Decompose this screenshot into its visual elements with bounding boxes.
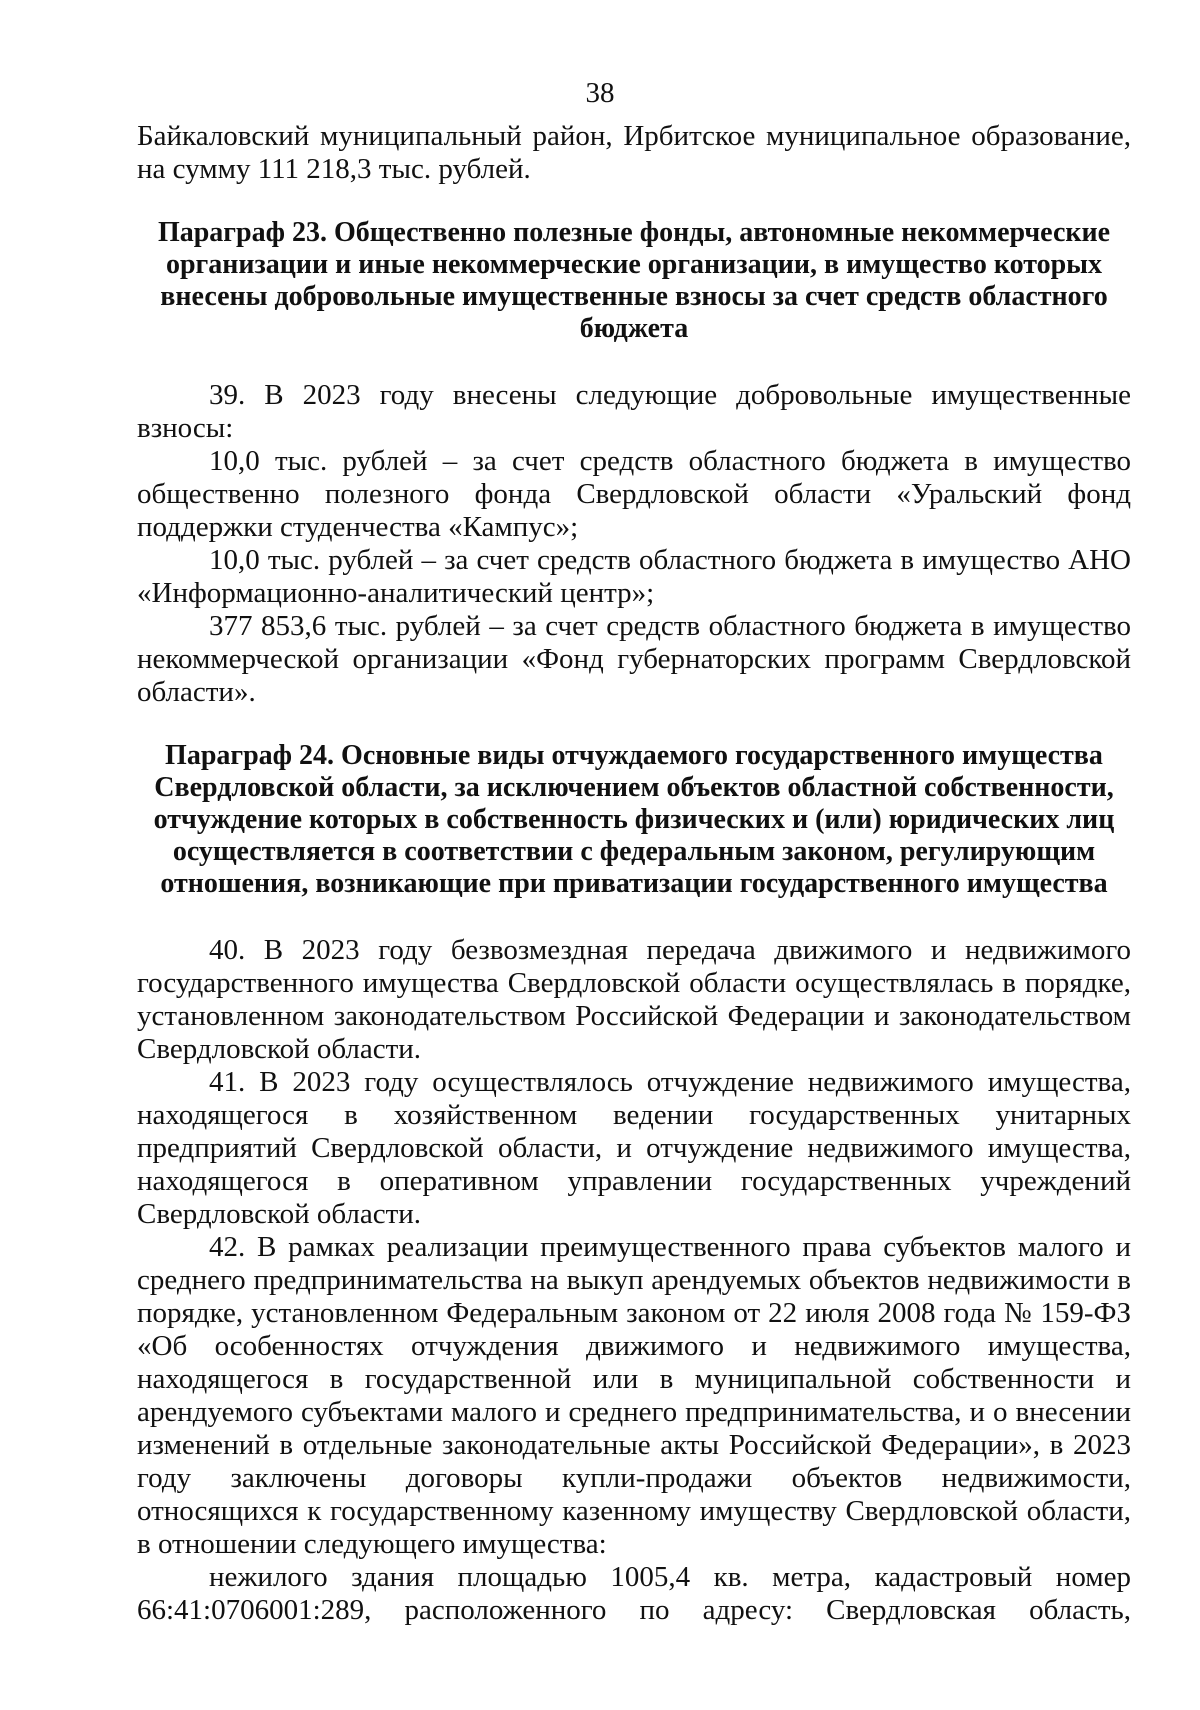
contribution-item-2: 10,0 тыс. рублей – за счет средств областного бюджета в имущество АНО «Информационно-аналитический центр»; — [137, 544, 1131, 609]
text-column — [137, 120, 1131, 1627]
paragraph-41: 41. В 2023 году осуществлялось отчуждение недвижимого имущества, находящегося в хозяйственном ведении государственных унитарных предприятий Свердловской области, и отчуждение недвижимого имущества, находящегося в оперативном управлении государственных учреждений Свердловской области. — [137, 1066, 1131, 1230]
page-number: 38 — [585, 77, 615, 109]
property-item-1: нежилого здания площадью 1005,4 кв. метра, кадастровый номер 66:41:0706001:289, расположенного по адресу: Свердловская область, — [137, 1561, 1131, 1626]
paragraph-39: 39. В 2023 году внесены следующие добровольные имущественные взносы: — [137, 379, 1131, 444]
contribution-item-1: 10,0 тыс. рублей – за счет средств областного бюджета в имущество общественно полезного фонда Свердловской области «Уральский фонд поддержки студенчества «Кампус»; — [137, 445, 1131, 543]
contribution-item-3: 377 853,6 тыс. рублей – за счет средств областного бюджета в имущество некоммерческой организации «Фонд губернаторских программ Свердловской области». — [137, 610, 1131, 708]
paragraph-40: 40. В 2023 году безвозмездная передача движимого и недвижимого государственного имущества Свердловской области осуществлялась в порядке, установленном законодательством Российской Федерации и законодательством Свердловской области. — [137, 934, 1131, 1065]
section-23-heading: Параграф 23. Общественно полезные фонды, автономные некоммерческие организации и иные некоммерческие организации, в имущество которых внесены добровольные имущественные взносы за счет средств областного бюджета — [157, 217, 1111, 344]
section-24-heading: Параграф 24. Основные виды отчуждаемого государственного имущества Свердловской области, за исключением объектов областной собственности, отчуждение которых в собственность физических и (или) юридических лиц осуществляется в соответствии с федеральным законом, регулирующим отношения, возникающие при приватизации государственного имущества — [153, 740, 1115, 899]
paragraph-42: 42. В рамках реализации преимущественного права субъектов малого и среднего предпринимательства на выкуп арендуемых объектов недвижимости в порядке, установленном Федеральным законом от 22 июля 2008 года № 159-ФЗ «Об особенностях отчуждения движимого и недвижимого имущества, находящегося в государственной или в муниципальной собственности и арендуемого субъектами малого и среднего предпринимательства, и о внесении изменений в отдельные законодательные акты Российской Федерации», в 2023 году заключены договоры купли-продажи объектов недвижимости, относящихся к государственному казенному имуществу Свердловской области, в отношении следующего имущества: — [137, 1231, 1131, 1560]
intro-paragraph: Байкаловский муниципальный район, Ирбитское муниципальное образование, на сумму 111 218,3 тыс. рублей. — [137, 120, 1131, 185]
